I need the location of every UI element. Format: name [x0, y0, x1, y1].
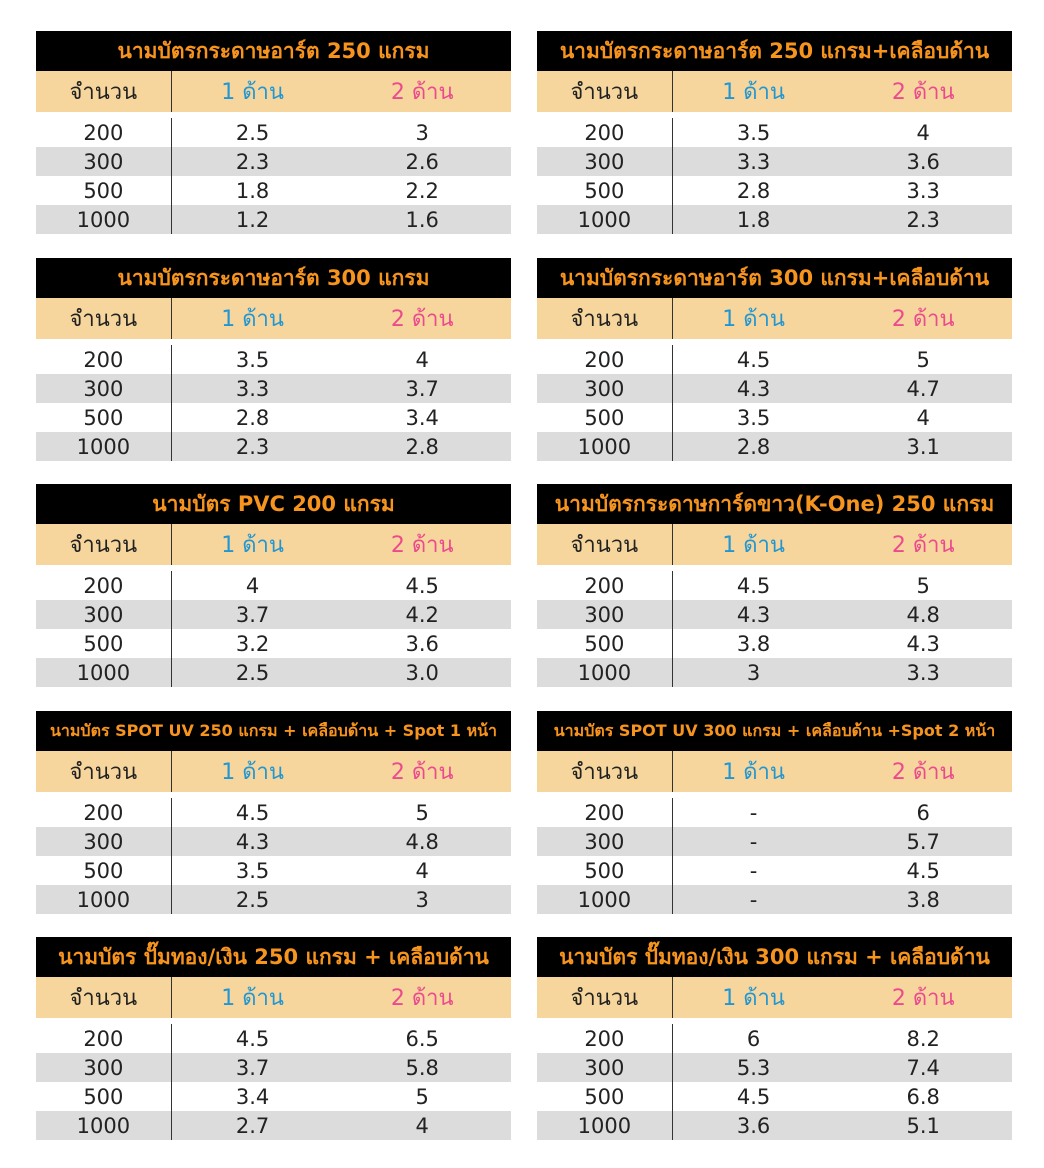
cell-quantity: 200 — [83, 800, 124, 825]
cell-one-side-price: 4.5 — [672, 345, 835, 374]
cell-two-side-price: 3.3 — [906, 178, 940, 203]
cell-quantity: 1000 — [76, 434, 131, 459]
table-row — [537, 1053, 1012, 1082]
cell-two-side-price: 6.5 — [405, 1026, 439, 1051]
table-header — [537, 524, 1012, 565]
cell-one-side-price: 2.7 — [171, 1111, 334, 1140]
cell-quantity: 1000 — [577, 434, 632, 459]
cell-one-side-price: 2.5 — [171, 118, 334, 147]
cell-one-side-price: - — [672, 885, 835, 914]
table-row — [537, 885, 1012, 914]
header-two-side: 2 ด้าน — [891, 760, 955, 785]
cell-two-side-price: 3.6 — [405, 631, 439, 656]
table-title: นามบัตร SPOT UV 300 แกรม + เคลือบด้าน +Spot 2 หน้า — [537, 711, 1012, 751]
table-row — [537, 600, 1012, 629]
table-row — [36, 432, 511, 461]
cell-two-side-price: 4.8 — [405, 829, 439, 854]
table-row — [36, 856, 511, 885]
header-two-side: 2 ด้าน — [891, 307, 955, 332]
cell-one-side-price: 2.8 — [171, 403, 334, 432]
table-header — [537, 71, 1012, 112]
cell-one-side-price: 4 — [171, 571, 334, 600]
header-two-side: 2 ด้าน — [390, 533, 454, 558]
cell-two-side-price: 2.3 — [906, 207, 940, 232]
table-row — [36, 827, 511, 856]
cell-one-side-price: 3.4 — [171, 1082, 334, 1111]
cell-quantity: 200 — [584, 120, 625, 145]
header-quantity: จำนวน — [570, 986, 639, 1011]
header-quantity: จำนวน — [69, 533, 138, 558]
cell-quantity: 300 — [584, 149, 625, 174]
cell-quantity: 200 — [584, 573, 625, 598]
price-table-10 — [537, 937, 1012, 1140]
table-row — [36, 629, 511, 658]
cell-quantity: 500 — [584, 1084, 625, 1109]
cell-quantity: 200 — [584, 347, 625, 372]
cell-two-side-price: 4 — [916, 405, 930, 430]
cell-two-side-price: 3.0 — [405, 660, 439, 685]
table-header — [537, 751, 1012, 792]
cell-one-side-price: 2.5 — [171, 658, 334, 687]
table-title: นามบัตรกระดาษอาร์ต 300 แกรม — [36, 258, 511, 298]
header-one-side: 1 ด้าน — [672, 977, 835, 1018]
cell-quantity: 200 — [584, 1026, 625, 1051]
cell-quantity: 500 — [83, 178, 124, 203]
table-row — [537, 147, 1012, 176]
table-row — [537, 176, 1012, 205]
price-table-1 — [36, 31, 511, 234]
cell-one-side-price: 2.3 — [171, 432, 334, 461]
table-row — [537, 571, 1012, 600]
cell-one-side-price: 4.5 — [171, 798, 334, 827]
cell-one-side-price: - — [672, 798, 835, 827]
cell-two-side-price: 2.6 — [405, 149, 439, 174]
table-row — [36, 798, 511, 827]
cell-two-side-price: 6.8 — [906, 1084, 940, 1109]
cell-one-side-price: 3.2 — [171, 629, 334, 658]
cell-quantity: 300 — [83, 1055, 124, 1080]
cell-one-side-price: 2.3 — [171, 147, 334, 176]
cell-quantity: 500 — [584, 631, 625, 656]
cell-two-side-price: 3.6 — [906, 149, 940, 174]
table-title: นามบัตร ปั๊มทอง/เงิน 250 แกรม + เคลือบด้าน — [36, 937, 511, 977]
cell-two-side-price: 2.8 — [405, 434, 439, 459]
table-row — [36, 345, 511, 374]
cell-quantity: 1000 — [76, 887, 131, 912]
cell-quantity: 300 — [83, 149, 124, 174]
header-two-side: 2 ด้าน — [891, 80, 955, 105]
header-one-side: 1 ด้าน — [171, 751, 334, 792]
header-quantity: จำนวน — [69, 760, 138, 785]
header-two-side: 2 ด้าน — [390, 760, 454, 785]
table-title: นามบัตรกระดาษอาร์ต 250 แกรม — [36, 31, 511, 71]
table-row — [36, 118, 511, 147]
cell-one-side-price: 3 — [672, 658, 835, 687]
price-table-7 — [36, 711, 511, 914]
cell-one-side-price: - — [672, 827, 835, 856]
cell-two-side-price: 4.3 — [906, 631, 940, 656]
header-two-side: 2 ด้าน — [390, 80, 454, 105]
table-title: นามบัตร ปั๊มทอง/เงิน 300 แกรม + เคลือบด้าน — [537, 937, 1012, 977]
cell-one-side-price: 4.3 — [672, 600, 835, 629]
header-one-side: 1 ด้าน — [672, 524, 835, 565]
cell-quantity: 200 — [584, 800, 625, 825]
cell-two-side-price: 4.5 — [906, 858, 940, 883]
cell-one-side-price: 3.3 — [171, 374, 334, 403]
table-row — [537, 1111, 1012, 1140]
cell-quantity: 300 — [584, 829, 625, 854]
header-two-side: 2 ด้าน — [390, 986, 454, 1011]
cell-quantity: 500 — [584, 405, 625, 430]
table-row — [537, 658, 1012, 687]
cell-two-side-price: 4 — [415, 1113, 429, 1138]
header-one-side: 1 ด้าน — [672, 298, 835, 339]
cell-two-side-price: 5 — [916, 573, 930, 598]
header-quantity: จำนวน — [69, 986, 138, 1011]
table-row — [537, 205, 1012, 234]
table-row — [537, 403, 1012, 432]
cell-two-side-price: 8.2 — [906, 1026, 940, 1051]
price-table-5 — [36, 484, 511, 687]
table-row — [36, 885, 511, 914]
price-table-6 — [537, 484, 1012, 687]
table-row — [537, 798, 1012, 827]
table-row — [36, 571, 511, 600]
cell-two-side-price: 3.3 — [906, 660, 940, 685]
table-row — [537, 827, 1012, 856]
cell-two-side-price: 4 — [415, 858, 429, 883]
cell-two-side-price: 3 — [415, 887, 429, 912]
cell-two-side-price: 2.2 — [405, 178, 439, 203]
cell-one-side-price: 6 — [672, 1024, 835, 1053]
price-table-4 — [537, 258, 1012, 461]
cell-one-side-price: 4.5 — [672, 571, 835, 600]
cell-one-side-price: 3.5 — [672, 403, 835, 432]
cell-quantity: 1000 — [577, 887, 632, 912]
cell-quantity: 200 — [83, 573, 124, 598]
header-two-side: 2 ด้าน — [891, 986, 955, 1011]
cell-two-side-price: 5.8 — [405, 1055, 439, 1080]
table-header — [537, 977, 1012, 1018]
table-row — [36, 403, 511, 432]
cell-two-side-price: 5 — [916, 347, 930, 372]
header-one-side: 1 ด้าน — [171, 524, 334, 565]
cell-one-side-price: 2.8 — [672, 176, 835, 205]
cell-quantity: 1000 — [577, 1113, 632, 1138]
cell-two-side-price: 1.6 — [405, 207, 439, 232]
cell-one-side-price: 4.5 — [171, 1024, 334, 1053]
cell-one-side-price: 4.3 — [672, 374, 835, 403]
table-title: นามบัตรกระดาษการ์ดขาว(K-One) 250 แกรม — [537, 484, 1012, 524]
cell-two-side-price: 6 — [916, 800, 930, 825]
table-title: นามบัตรกระดาษอาร์ต 250 แกรม+เคลือบด้าน — [537, 31, 1012, 71]
cell-one-side-price: 3.7 — [171, 1053, 334, 1082]
table-row — [537, 432, 1012, 461]
cell-quantity: 1000 — [76, 207, 131, 232]
header-one-side: 1 ด้าน — [171, 977, 334, 1018]
cell-quantity: 500 — [83, 631, 124, 656]
cell-two-side-price: 7.4 — [906, 1055, 940, 1080]
table-row — [36, 374, 511, 403]
cell-quantity: 300 — [83, 602, 124, 627]
cell-two-side-price: 3 — [415, 120, 429, 145]
header-one-side: 1 ด้าน — [672, 751, 835, 792]
table-header — [537, 298, 1012, 339]
cell-one-side-price: 5.3 — [672, 1053, 835, 1082]
cell-one-side-price: - — [672, 856, 835, 885]
table-header — [36, 977, 511, 1018]
cell-quantity: 300 — [584, 602, 625, 627]
header-quantity: จำนวน — [69, 307, 138, 332]
cell-quantity: 300 — [83, 376, 124, 401]
header-one-side: 1 ด้าน — [672, 71, 835, 112]
cell-quantity: 200 — [83, 347, 124, 372]
table-row — [36, 600, 511, 629]
cell-two-side-price: 4.2 — [405, 602, 439, 627]
cell-quantity: 500 — [83, 858, 124, 883]
table-row — [36, 205, 511, 234]
table-row — [36, 1024, 511, 1053]
cell-two-side-price: 5 — [415, 1084, 429, 1109]
price-table-9 — [36, 937, 511, 1140]
cell-quantity: 500 — [584, 178, 625, 203]
cell-one-side-price: 3.5 — [672, 118, 835, 147]
cell-quantity: 500 — [83, 1084, 124, 1109]
cell-one-side-price: 3.6 — [672, 1111, 835, 1140]
header-one-side: 1 ด้าน — [171, 298, 334, 339]
cell-quantity: 1000 — [76, 1113, 131, 1138]
cell-one-side-price: 1.2 — [171, 205, 334, 234]
cell-quantity: 1000 — [577, 660, 632, 685]
price-table-8 — [537, 711, 1012, 914]
cell-two-side-price: 3.7 — [405, 376, 439, 401]
table-row — [36, 176, 511, 205]
cell-two-side-price: 3.1 — [906, 434, 940, 459]
table-header — [36, 71, 511, 112]
table-row — [537, 629, 1012, 658]
table-row — [36, 658, 511, 687]
cell-two-side-price: 5.1 — [906, 1113, 940, 1138]
table-header — [36, 751, 511, 792]
table-row — [537, 345, 1012, 374]
cell-one-side-price: 2.8 — [672, 432, 835, 461]
header-quantity: จำนวน — [570, 80, 639, 105]
cell-quantity: 300 — [584, 376, 625, 401]
cell-two-side-price: 5.7 — [906, 829, 940, 854]
cell-two-side-price: 4.5 — [405, 573, 439, 598]
cell-one-side-price: 4.5 — [672, 1082, 835, 1111]
table-row — [537, 374, 1012, 403]
cell-quantity: 200 — [83, 120, 124, 145]
cell-one-side-price: 3.5 — [171, 856, 334, 885]
header-quantity: จำนวน — [570, 533, 639, 558]
table-title: นามบัตร PVC 200 แกรม — [36, 484, 511, 524]
cell-quantity: 300 — [83, 829, 124, 854]
cell-quantity: 200 — [83, 1026, 124, 1051]
cell-one-side-price: 2.5 — [171, 885, 334, 914]
header-one-side: 1 ด้าน — [171, 71, 334, 112]
header-two-side: 2 ด้าน — [390, 307, 454, 332]
cell-quantity: 1000 — [577, 207, 632, 232]
price-table-3 — [36, 258, 511, 461]
table-title: นามบัตร SPOT UV 250 แกรม + เคลือบด้าน + Spot 1 หน้า — [36, 711, 511, 751]
cell-one-side-price: 3.8 — [672, 629, 835, 658]
table-row — [537, 118, 1012, 147]
cell-one-side-price: 3.3 — [672, 147, 835, 176]
table-row — [537, 856, 1012, 885]
cell-quantity: 500 — [584, 858, 625, 883]
cell-two-side-price: 4 — [916, 120, 930, 145]
header-quantity: จำนวน — [570, 307, 639, 332]
cell-one-side-price: 3.5 — [171, 345, 334, 374]
table-row — [36, 1053, 511, 1082]
table-row — [537, 1024, 1012, 1053]
cell-one-side-price: 1.8 — [171, 176, 334, 205]
table-row — [36, 1111, 511, 1140]
table-row — [36, 147, 511, 176]
cell-quantity: 1000 — [76, 660, 131, 685]
cell-two-side-price: 4.7 — [906, 376, 940, 401]
cell-two-side-price: 3.8 — [906, 887, 940, 912]
cell-one-side-price: 1.8 — [672, 205, 835, 234]
table-row — [36, 1082, 511, 1111]
cell-one-side-price: 3.7 — [171, 600, 334, 629]
header-two-side: 2 ด้าน — [891, 533, 955, 558]
cell-two-side-price: 4 — [415, 347, 429, 372]
cell-two-side-price: 5 — [415, 800, 429, 825]
table-title: นามบัตรกระดาษอาร์ต 300 แกรม+เคลือบด้าน — [537, 258, 1012, 298]
cell-quantity: 500 — [83, 405, 124, 430]
table-header — [36, 524, 511, 565]
price-table-2 — [537, 31, 1012, 234]
table-header — [36, 298, 511, 339]
header-quantity: จำนวน — [69, 80, 138, 105]
table-row — [537, 1082, 1012, 1111]
cell-two-side-price: 3.4 — [405, 405, 439, 430]
header-quantity: จำนวน — [570, 760, 639, 785]
cell-quantity: 300 — [584, 1055, 625, 1080]
cell-two-side-price: 4.8 — [906, 602, 940, 627]
cell-one-side-price: 4.3 — [171, 827, 334, 856]
